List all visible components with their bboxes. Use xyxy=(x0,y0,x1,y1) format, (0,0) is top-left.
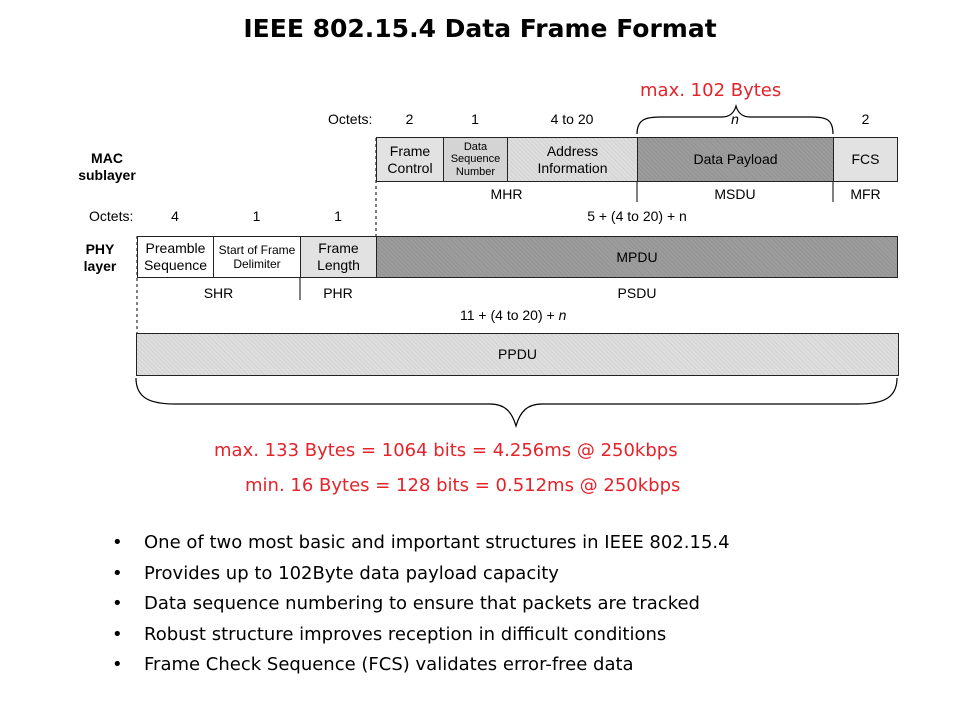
field-mpdu: MPDU xyxy=(376,236,898,278)
group-shr: SHR xyxy=(203,285,234,301)
field-address-information xyxy=(507,137,638,182)
phy-octets-frame-length: 1 xyxy=(334,208,342,224)
group-psdu: PSDU xyxy=(617,285,657,301)
preamble-line2: Sequence xyxy=(143,257,208,273)
sfd-line1: Start of Frame xyxy=(218,243,296,257)
dsn-line2: Sequence xyxy=(450,153,501,166)
phy-octets-sfd: 1 xyxy=(252,208,261,224)
note-min-size: min. 16 Bytes = 128 bits = 0.512ms @ 250kbps xyxy=(245,475,681,496)
field-preamble-sequence xyxy=(137,236,214,278)
mac-octets-address: 4 to 20 xyxy=(550,111,594,127)
ppdu-brace xyxy=(136,378,897,426)
phy-label-line2: layer xyxy=(83,258,117,274)
group-phr: PHR xyxy=(323,285,353,301)
bullet-item: • Robust structure improves reception in difficult conditions xyxy=(112,624,730,655)
mac-label-line2: sublayer xyxy=(78,167,136,183)
phy-octets-label: Octets: xyxy=(89,208,134,224)
ppdu-octets-prefix: 11 + (4 to 20) + xyxy=(460,307,559,323)
field-data-sequence-number xyxy=(443,137,508,182)
mac-octets-label: Octets: xyxy=(328,111,373,127)
frame-control-line1: Frame xyxy=(389,142,431,159)
address-line2: Information xyxy=(537,159,608,176)
group-msdu: MSDU xyxy=(714,186,756,202)
note-max-size: max. 133 Bytes = 1064 bits = 4.256ms @ 250kbps xyxy=(214,440,678,461)
field-fcs: FCS xyxy=(833,137,898,182)
bullet-item: • Frame Check Sequence (FCS) validates error-free data xyxy=(112,654,730,685)
phy-octets-psdu: 5 + (4 to 20) + n xyxy=(587,208,687,224)
phy-label-line1: PHY xyxy=(85,241,115,257)
mac-octets-frame-control: 2 xyxy=(405,111,414,127)
field-start-of-frame-delimiter xyxy=(213,236,301,278)
mac-sublayer-label xyxy=(62,150,152,184)
dsn-line1: Data xyxy=(463,140,488,153)
phy-octets-preamble: 4 xyxy=(171,208,179,224)
mac-octets-fcs: 2 xyxy=(861,111,870,127)
field-data-payload: Data Payload xyxy=(637,137,834,182)
bullet-item: • Provides up to 102Byte data payload capacity xyxy=(112,563,730,594)
field-ppdu: PPDU xyxy=(136,333,899,376)
payload-max-label: max. 102 Bytes xyxy=(640,80,782,101)
address-line1: Address xyxy=(546,142,599,159)
sfd-line2: Delimiter xyxy=(233,257,281,272)
page-title: IEEE 802.15.4 Data Frame Format xyxy=(243,14,717,43)
bullet-item: • Data sequence numbering to ensure that packets are tracked xyxy=(112,593,730,624)
bullet-list xyxy=(112,532,730,685)
field-frame-length xyxy=(300,236,377,278)
frame-length-line2: Length xyxy=(317,257,360,273)
mac-label-line1: MAC xyxy=(91,150,123,166)
mac-octets-dsn: 1 xyxy=(471,111,479,127)
ppdu-octets-n: n xyxy=(558,307,567,323)
phy-layer-label xyxy=(55,241,145,275)
frame-control-line2: Control xyxy=(387,159,433,176)
ppdu-octets xyxy=(460,307,566,323)
bullet-item: • One of two most basic and important structures in IEEE 802.15.4 xyxy=(112,532,730,563)
frame-length-line1: Frame xyxy=(318,240,359,257)
mac-octets-payload: n xyxy=(731,111,739,127)
group-mfr: MFR xyxy=(850,186,881,202)
group-mhr: MHR xyxy=(490,186,523,202)
dsn-line3: Number xyxy=(455,165,496,178)
preamble-line1: Preamble xyxy=(145,240,206,257)
field-frame-control xyxy=(376,137,444,182)
